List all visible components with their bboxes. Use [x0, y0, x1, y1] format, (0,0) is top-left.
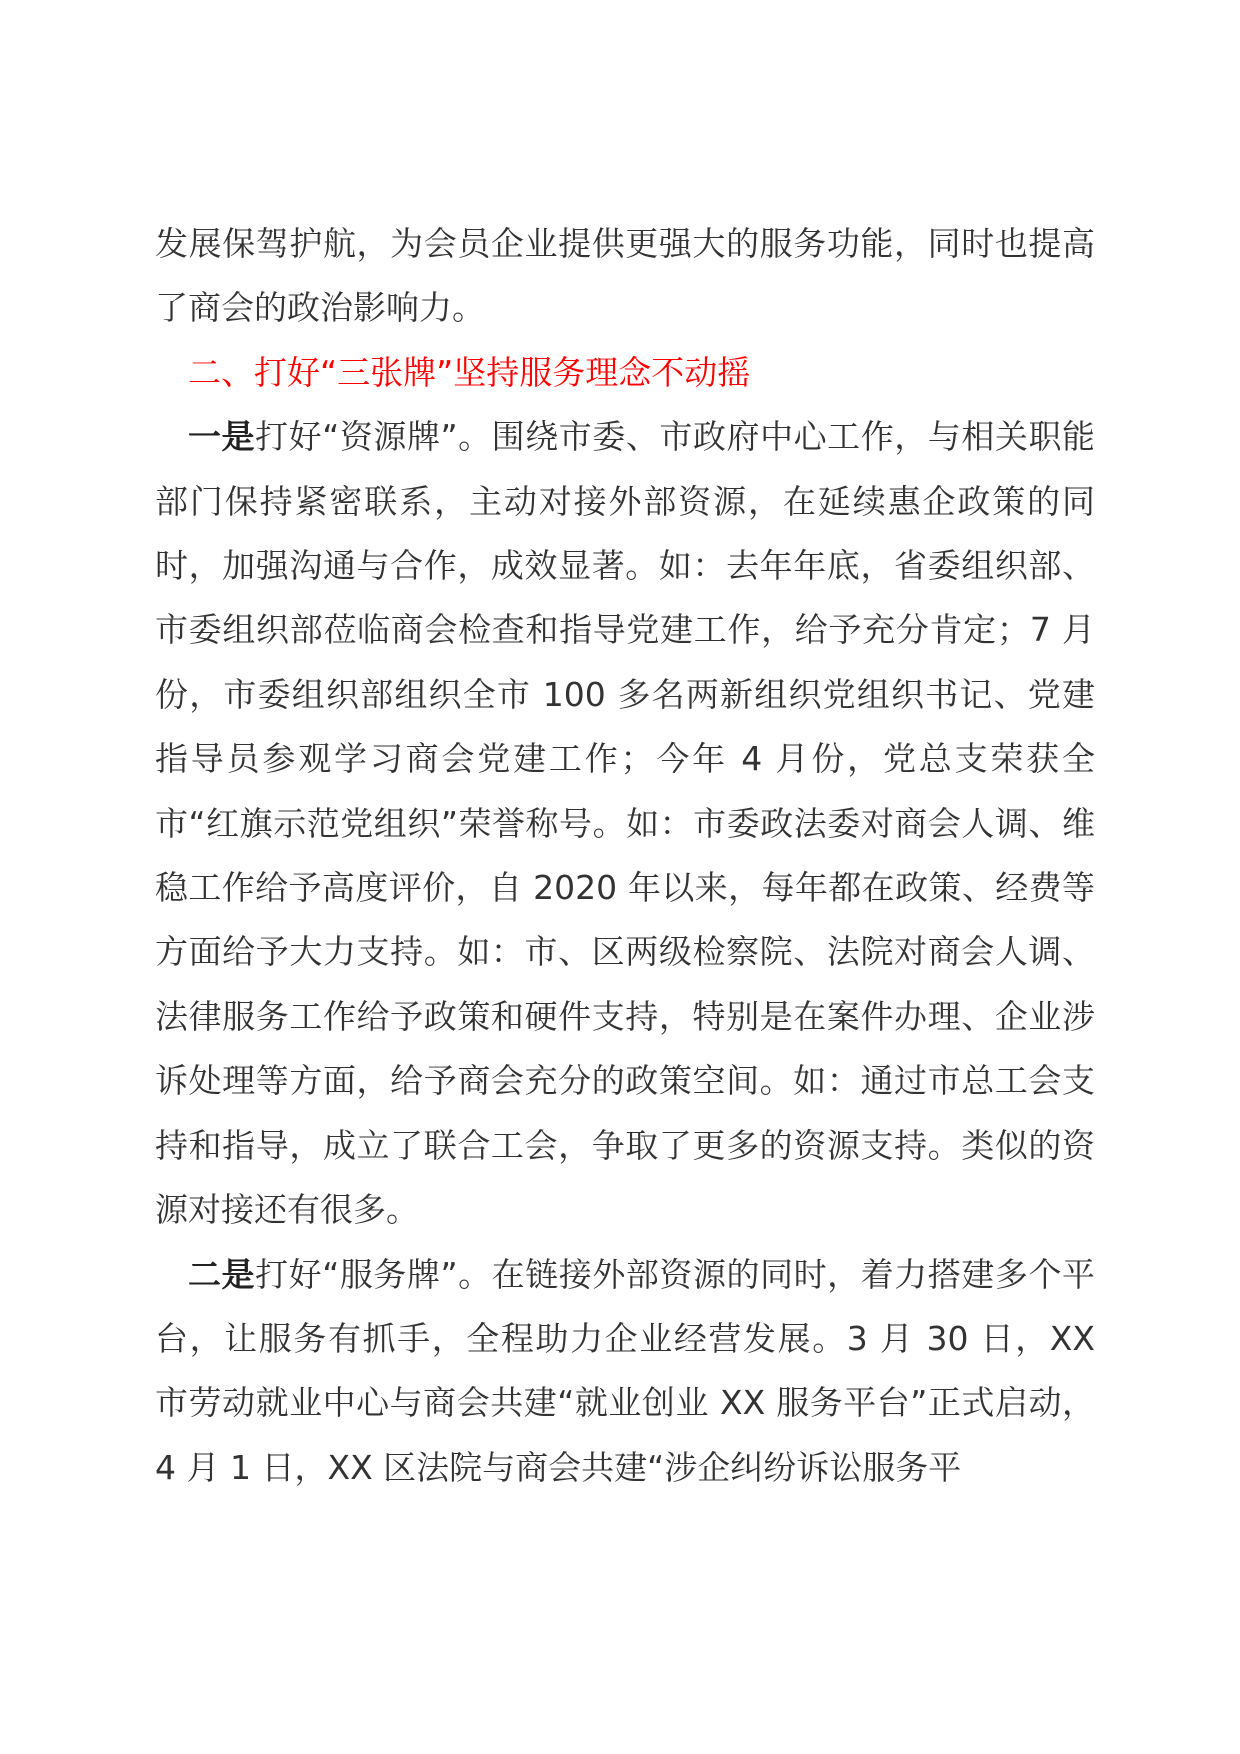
paragraph-lead: 二是 — [188, 1254, 256, 1294]
document-body — [155, 212, 1095, 1500]
paragraph-text: 打好“资源牌”。围绕市委、市政府中心工作，与相关职能部门保持紧密联系，主动对接外部资源，在延续惠企政策的同时，加强沟通与合作，成效显著。如：去年年底，省委组织部、市委组织部莅临商会检查和指导党建工作，给予充分肯定；7 月份，市委组织部组织全市 100 多名两新组织党组织书记、党建指导员参观学习商会党建工作；今年 4 月份，党总支荣获全市“红旗示范党组织”荣誉称号。如：市委政法委对商会人调、维稳工作给予高度评价，自 2020 年以来，每年都在政策、经费等方面给予大力支持。如：市、区两级检察院、法院对商会人调、法律服务工作给予政策和硬件支持，特别是在案件办理、企业涉诉处理等方面，给予商会充分的政策空间。如：通过市总工会支持和指导，成立了联合工会，争取了更多的资源支持。类似的资源对接还有很多。 — [155, 417, 1096, 1230]
section-heading-text: 二、打好“三张牌”坚持服务理念不动摇 — [188, 352, 751, 392]
section-heading — [155, 341, 1095, 405]
paragraph-resource-card — [155, 405, 1095, 1242]
paragraph-service-card — [155, 1243, 1095, 1501]
paragraph-continuation — [155, 212, 1095, 341]
paragraph-text: 打好“服务牌”。在链接外部资源的同时，着力搭建多个平台，让服务有抓手，全程助力企业经营发展。3 月 30 日，XX 市劳动就业中心与商会共建“就业创业 XX 服务平台”正式启动，4 月 1 日，XX 区法院与商会共建“涉企纠纷诉讼服务平 — [155, 1254, 1096, 1487]
paragraph-text: 发展保驾护航，为会员企业提供更强大的服务功能，同时也提高了商会的政治影响力。 — [155, 224, 1095, 328]
paragraph-lead: 一是 — [188, 417, 256, 457]
